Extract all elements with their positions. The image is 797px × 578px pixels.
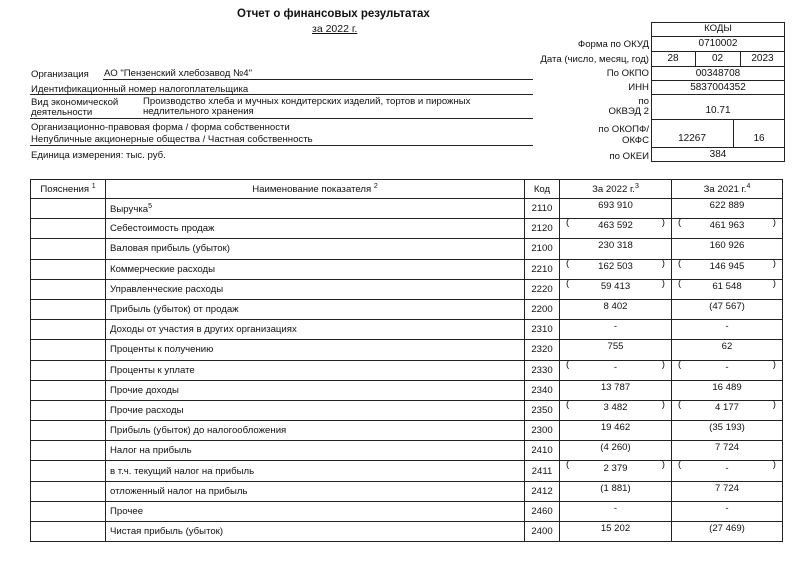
okud-value: 0710002 <box>698 38 738 49</box>
row-name-text: Проценты к получению <box>110 344 214 356</box>
date-day-value: 28 <box>667 53 679 64</box>
paren-right: ) <box>772 277 776 289</box>
row-code: 2340 <box>525 380 560 400</box>
row-code: 2110 <box>525 199 560 219</box>
row-value-2021 <box>672 501 783 521</box>
paren-right: ) <box>661 459 665 471</box>
paren-left: ( <box>678 257 682 269</box>
okopf-value: 12267 <box>678 133 706 144</box>
value-text: (47 567) <box>709 301 745 313</box>
row-notes-cell <box>31 400 106 420</box>
value-text: (1 881) <box>600 482 631 494</box>
paren-right: ) <box>772 398 776 410</box>
row-name <box>106 299 525 319</box>
value-text: (35 193) <box>709 422 745 434</box>
row-notes-cell <box>31 320 106 340</box>
activity-label-2: деятельности <box>31 107 93 118</box>
row-value-2021 <box>672 461 783 481</box>
table-row <box>31 259 783 279</box>
row-notes-cell <box>31 199 106 219</box>
col-code-header: Код <box>525 180 560 199</box>
row-notes-cell <box>31 461 106 481</box>
col-notes-text: Пояснения <box>40 184 90 196</box>
row-name <box>106 360 525 380</box>
col-name-header <box>106 180 525 199</box>
row-code: 2350 <box>525 400 560 420</box>
row-name-text: Выручка <box>110 203 149 215</box>
row-code: 2210 <box>525 259 560 279</box>
row-code: 2400 <box>525 522 560 542</box>
paren-right: ) <box>661 257 665 269</box>
table-row <box>31 279 783 299</box>
value-text: - <box>725 462 729 474</box>
row-code: 2412 <box>525 481 560 501</box>
table-row <box>31 320 783 340</box>
row-value-2022 <box>560 320 672 340</box>
col-2022-text: За 2022 г. <box>592 184 635 196</box>
row-notes-cell <box>31 239 106 259</box>
table-row <box>31 501 783 521</box>
inn-long-label: Идентификационный номер налогоплательщика <box>31 84 249 95</box>
value-text: 4 177 <box>714 401 739 413</box>
row-notes-cell <box>31 219 106 239</box>
row-value-2022 <box>560 219 672 239</box>
okpo-value: 00348708 <box>695 68 741 79</box>
value-text: 622 889 <box>709 200 745 212</box>
okved-label-1: по <box>638 96 649 107</box>
row-code: 2200 <box>525 299 560 319</box>
value-text: 13 787 <box>600 381 631 393</box>
form-value: Непубличные акционерные общества / Частная собственность <box>31 134 313 145</box>
paren-left: ( <box>678 358 682 370</box>
value-text: 162 503 <box>598 260 633 272</box>
value-text: 7 724 <box>714 442 739 454</box>
col-2021-sup: 4 <box>746 182 751 190</box>
row-name <box>106 320 525 340</box>
row-name-text: в т.ч. текущий налог на прибыль <box>110 465 255 477</box>
row-name <box>106 522 525 542</box>
paren-right: ) <box>772 257 776 269</box>
col-2022-header <box>560 180 672 199</box>
row-notes-cell <box>31 299 106 319</box>
row-name-text: отложенный налог на прибыль <box>110 485 248 497</box>
row-name <box>106 400 525 420</box>
paren-left: ( <box>678 459 682 471</box>
paren-left: ( <box>566 459 570 471</box>
codes-divider <box>651 94 785 95</box>
paren-right: ) <box>661 398 665 410</box>
activity-value-1: Производство хлеба и мучных кондитерских изделий, тортов и пирожных <box>143 96 471 107</box>
row-name-text: Доходы от участия в других организациях <box>110 324 297 336</box>
row-value-2022 <box>560 259 672 279</box>
value-text: 693 910 <box>598 200 633 212</box>
inn-value: 5837004352 <box>690 82 746 93</box>
row-name-sup: 5 <box>148 202 152 210</box>
table-row <box>31 522 783 542</box>
table-header-row <box>31 180 783 199</box>
activity-underline <box>30 118 533 119</box>
row-name-text: Прибыль (убыток) до налогообложения <box>110 425 287 437</box>
table-row <box>31 441 783 461</box>
table-row <box>31 340 783 360</box>
row-value-2021 <box>672 239 783 259</box>
paren-left: ( <box>678 398 682 410</box>
paren-left: ( <box>678 217 682 229</box>
value-text: 463 592 <box>598 220 633 232</box>
form-label: Организационно-правовая форма / форма собственности <box>31 122 290 133</box>
row-notes-cell <box>31 481 106 501</box>
row-code: 2411 <box>525 461 560 481</box>
value-text: 461 963 <box>709 220 745 232</box>
row-value-2021 <box>672 320 783 340</box>
paren-right: ) <box>661 217 665 229</box>
row-notes-cell <box>31 279 106 299</box>
row-name-text: Валовая прибыль (убыток) <box>110 243 231 255</box>
paren-right: ) <box>772 358 776 370</box>
row-name <box>106 219 525 239</box>
okpo-label: По ОКПО <box>606 68 649 79</box>
row-value-2022 <box>560 501 672 521</box>
row-code: 2320 <box>525 340 560 360</box>
date-month-value: 02 <box>711 53 724 64</box>
table-row <box>31 380 783 400</box>
okopf-label-2: ОКФС <box>622 135 649 146</box>
row-name-text: Прочие доходы <box>110 384 179 396</box>
row-name <box>106 279 525 299</box>
okud-label: Форма по ОКУД <box>577 39 649 50</box>
col-2022-sup: 3 <box>634 182 639 190</box>
row-value-2021 <box>672 400 783 420</box>
okopf-label-1: по ОКОПФ/ <box>598 124 649 135</box>
row-value-2022 <box>560 299 672 319</box>
row-notes-cell <box>31 522 106 542</box>
row-name-text: Налог на прибыль <box>110 445 192 457</box>
row-name-text: Чистая прибыль (убыток) <box>110 526 224 538</box>
row-code: 2120 <box>525 219 560 239</box>
row-value-2022 <box>560 340 672 360</box>
paren-right: ) <box>661 277 665 289</box>
col-2021-text: За 2021 г. <box>703 184 747 196</box>
row-name <box>106 441 525 461</box>
row-value-2022 <box>560 360 672 380</box>
paren-right: ) <box>772 459 776 471</box>
financial-results-table <box>30 179 783 542</box>
row-value-2021 <box>672 199 783 219</box>
row-name-text: Прибыль (убыток) от продаж <box>110 304 239 316</box>
col-notes-sup: 1 <box>91 182 96 190</box>
value-text: 7 724 <box>714 482 739 494</box>
col-2021-header <box>672 180 783 199</box>
value-text: 160 926 <box>709 240 745 252</box>
row-code: 2410 <box>525 441 560 461</box>
row-notes-cell <box>31 360 106 380</box>
row-code: 2100 <box>525 239 560 259</box>
row-notes-cell <box>31 441 106 461</box>
row-notes-cell <box>31 380 106 400</box>
row-name <box>106 501 525 521</box>
inn-underline <box>30 94 533 95</box>
value-text: - <box>725 321 729 333</box>
table-row <box>31 239 783 259</box>
row-value-2022 <box>560 481 672 501</box>
value-text: 3 482 <box>603 401 628 413</box>
report-title: Отчет о финансовых результатах <box>237 8 430 20</box>
col-notes-header <box>31 180 106 199</box>
row-value-2021 <box>672 279 783 299</box>
form-underline <box>30 145 533 146</box>
value-text: (27 469) <box>709 523 745 535</box>
row-value-2021 <box>672 299 783 319</box>
table-row <box>31 421 783 441</box>
row-notes-cell <box>31 501 106 521</box>
row-notes-cell <box>31 421 106 441</box>
row-name-text: Управленческие расходы <box>110 283 224 295</box>
table-row <box>31 219 783 239</box>
row-name <box>106 259 525 279</box>
row-value-2021 <box>672 259 783 279</box>
row-name-text: Прочие расходы <box>110 404 184 416</box>
value-text: 8 402 <box>603 301 628 313</box>
okved-label-2: ОКВЭД 2 <box>608 106 649 117</box>
value-text: (4 260) <box>600 442 631 454</box>
row-name <box>106 199 525 219</box>
table-row <box>31 400 783 420</box>
paren-left: ( <box>566 217 570 229</box>
table-row <box>31 461 783 481</box>
row-value-2022 <box>560 441 672 461</box>
row-value-2022 <box>560 522 672 542</box>
value-text: 2 379 <box>603 462 628 474</box>
paren-left: ( <box>566 277 570 289</box>
row-value-2022 <box>560 421 672 441</box>
org-label: Организация <box>31 69 89 80</box>
row-value-2021 <box>672 340 783 360</box>
row-code: 2310 <box>525 320 560 340</box>
paren-right: ) <box>661 358 665 370</box>
codes-divider <box>651 119 785 120</box>
row-value-2021 <box>672 522 783 542</box>
row-value-2022 <box>560 239 672 259</box>
table-row <box>31 299 783 319</box>
value-text: 230 318 <box>598 240 633 252</box>
row-name-text: Себестоимость продаж <box>110 223 215 235</box>
row-name <box>106 421 525 441</box>
org-underline <box>103 79 533 80</box>
row-value-2022 <box>560 199 672 219</box>
row-name-text: Прочее <box>110 505 144 517</box>
paren-left: ( <box>566 358 570 370</box>
row-value-2022 <box>560 279 672 299</box>
row-code: 2460 <box>525 501 560 521</box>
row-name <box>106 340 525 360</box>
codes-header: КОДЫ <box>704 23 732 34</box>
row-name <box>106 239 525 259</box>
row-value-2021 <box>672 219 783 239</box>
table-row <box>31 481 783 501</box>
activity-value-2: недлительного хранения <box>143 106 254 117</box>
value-text: 61 548 <box>712 280 742 292</box>
okfs-value: 16 <box>753 133 765 144</box>
value-text: 15 202 <box>600 523 631 535</box>
row-value-2021 <box>672 360 783 380</box>
date-year-value: 2023 <box>751 53 774 64</box>
date-label: Дата (число, месяц, год) <box>540 54 649 65</box>
row-notes-cell <box>31 259 106 279</box>
value-text: - <box>613 502 618 514</box>
value-text: 146 945 <box>709 260 745 272</box>
value-text: 59 413 <box>600 280 631 292</box>
row-value-2022 <box>560 400 672 420</box>
row-name <box>106 461 525 481</box>
paren-left: ( <box>566 398 570 410</box>
row-code: 2220 <box>525 279 560 299</box>
value-text: 16 489 <box>712 381 742 393</box>
value-text: - <box>725 361 729 373</box>
okei-value: 384 <box>709 149 727 160</box>
report-period: за 2022 г. <box>312 23 358 35</box>
table-row <box>31 199 783 219</box>
inn-label: ИНН <box>628 82 649 93</box>
row-name-text: Коммерческие расходы <box>110 263 216 275</box>
value-text: - <box>613 361 618 373</box>
row-value-2021 <box>672 380 783 400</box>
unit-label: Единица измерения: тыс. руб. <box>31 150 166 161</box>
paren-left: ( <box>566 257 570 269</box>
org-name: АО "Пензенский хлебозавод №4" <box>104 68 253 79</box>
row-name <box>106 481 525 501</box>
col-name-text: Наименование показателя <box>252 184 372 196</box>
value-text: - <box>725 502 729 514</box>
value-text: 19 462 <box>600 422 631 434</box>
table-row <box>31 360 783 380</box>
row-value-2022 <box>560 461 672 481</box>
row-name-text: Проценты к уплате <box>110 364 195 376</box>
paren-left: ( <box>678 277 682 289</box>
row-value-2022 <box>560 380 672 400</box>
row-name <box>106 380 525 400</box>
row-value-2021 <box>672 421 783 441</box>
okved-value: 10.71 <box>705 105 731 116</box>
value-text: 62 <box>721 341 733 353</box>
paren-right: ) <box>772 217 776 229</box>
row-value-2021 <box>672 441 783 461</box>
value-text: - <box>613 321 618 333</box>
row-code: 2300 <box>525 421 560 441</box>
activity-label-1: Вид экономической <box>31 97 119 108</box>
row-notes-cell <box>31 340 106 360</box>
okei-label: по ОКЕИ <box>609 151 649 162</box>
value-text: 755 <box>607 341 624 353</box>
row-value-2021 <box>672 481 783 501</box>
row-code: 2330 <box>525 360 560 380</box>
col-name-sup: 2 <box>373 182 378 190</box>
